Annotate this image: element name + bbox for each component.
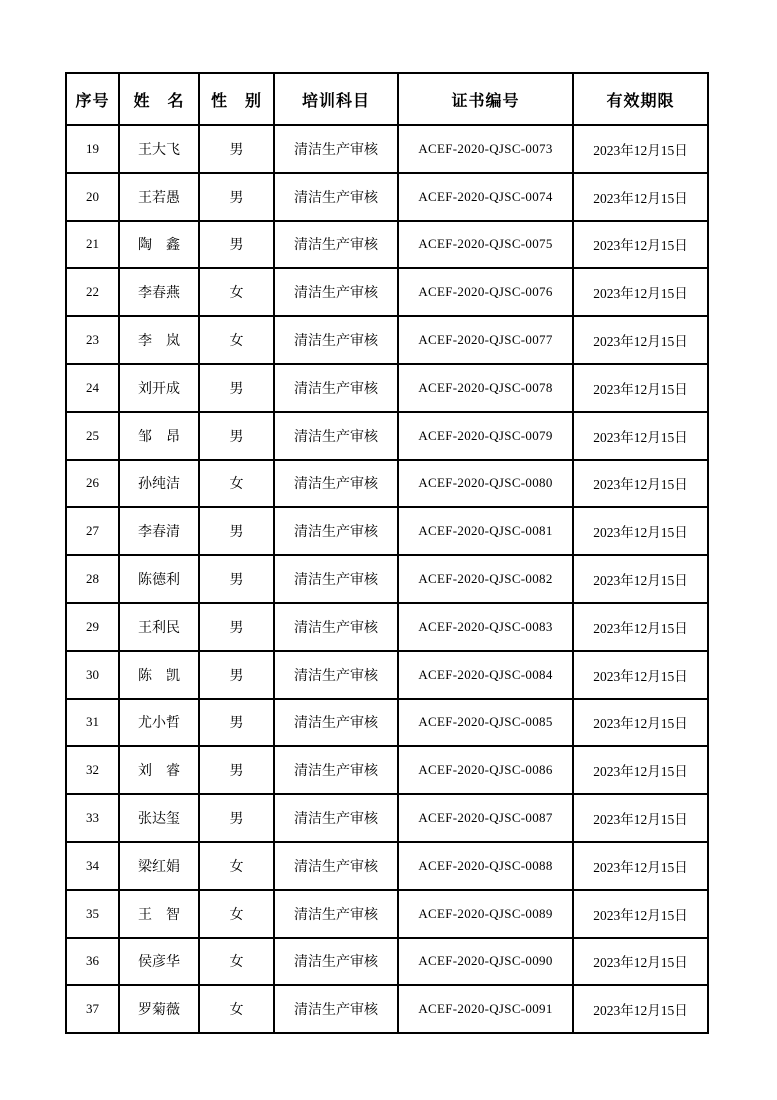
table-row	[66, 460, 708, 508]
cell-name: 陈德利	[119, 555, 199, 603]
cell-subject: 清洁生产审核	[274, 555, 398, 603]
cell-subject: 清洁生产审核	[274, 985, 398, 1033]
cell-name: 孙纯洁	[119, 460, 199, 508]
table-row	[66, 746, 708, 794]
cell-no: 32	[66, 746, 119, 794]
cell-subject: 清洁生产审核	[274, 794, 398, 842]
table-row	[66, 842, 708, 890]
cell-valid: 2023年12月15日	[573, 364, 708, 412]
table-row	[66, 364, 708, 412]
cell-valid: 2023年12月15日	[573, 603, 708, 651]
cell-cert: ACEF-2020-QJSC-0083	[398, 603, 573, 651]
cell-name: 刘 睿	[119, 746, 199, 794]
header-cell-cert: 证书编号	[398, 73, 573, 125]
cell-name: 侯彦华	[119, 938, 199, 986]
header-cell-subject: 培训科目	[274, 73, 398, 125]
cell-name: 刘开成	[119, 364, 199, 412]
cell-name: 陶 鑫	[119, 221, 199, 269]
cell-no: 37	[66, 985, 119, 1033]
cell-cert: ACEF-2020-QJSC-0091	[398, 985, 573, 1033]
cell-name: 罗菊薇	[119, 985, 199, 1033]
cell-cert: ACEF-2020-QJSC-0073	[398, 125, 573, 173]
cell-gender: 男	[199, 364, 274, 412]
cell-no: 19	[66, 125, 119, 173]
cell-gender: 男	[199, 794, 274, 842]
cell-no: 30	[66, 651, 119, 699]
cell-gender: 男	[199, 173, 274, 221]
table-row	[66, 221, 708, 269]
cell-cert: ACEF-2020-QJSC-0087	[398, 794, 573, 842]
cell-subject: 清洁生产审核	[274, 316, 398, 364]
cell-gender: 男	[199, 412, 274, 460]
certificate-table	[65, 72, 709, 1034]
cell-valid: 2023年12月15日	[573, 316, 708, 364]
table-row	[66, 412, 708, 460]
cell-valid: 2023年12月15日	[573, 173, 708, 221]
cell-valid: 2023年12月15日	[573, 842, 708, 890]
cell-subject: 清洁生产审核	[274, 890, 398, 938]
cell-name: 李春清	[119, 507, 199, 555]
table-row	[66, 938, 708, 986]
cell-cert: ACEF-2020-QJSC-0088	[398, 842, 573, 890]
cell-no: 21	[66, 221, 119, 269]
cell-gender: 女	[199, 890, 274, 938]
table-row	[66, 651, 708, 699]
cell-subject: 清洁生产审核	[274, 221, 398, 269]
cell-name: 尤小哲	[119, 699, 199, 747]
cell-gender: 女	[199, 938, 274, 986]
table-row	[66, 890, 708, 938]
table-row	[66, 603, 708, 651]
table-row	[66, 316, 708, 364]
header-cell-gender: 性 别	[199, 73, 274, 125]
cell-cert: ACEF-2020-QJSC-0080	[398, 460, 573, 508]
cell-subject: 清洁生产审核	[274, 699, 398, 747]
cell-name: 梁红娟	[119, 842, 199, 890]
cell-gender: 男	[199, 603, 274, 651]
table-header-row	[66, 73, 708, 125]
table-row	[66, 985, 708, 1033]
cell-valid: 2023年12月15日	[573, 985, 708, 1033]
cell-name: 王 智	[119, 890, 199, 938]
cell-cert: ACEF-2020-QJSC-0076	[398, 268, 573, 316]
cell-valid: 2023年12月15日	[573, 125, 708, 173]
cell-cert: ACEF-2020-QJSC-0086	[398, 746, 573, 794]
cell-gender: 男	[199, 555, 274, 603]
cell-name: 张达玺	[119, 794, 199, 842]
cell-no: 22	[66, 268, 119, 316]
cell-subject: 清洁生产审核	[274, 651, 398, 699]
cell-no: 27	[66, 507, 119, 555]
table-row	[66, 125, 708, 173]
cell-cert: ACEF-2020-QJSC-0090	[398, 938, 573, 986]
cell-gender: 女	[199, 268, 274, 316]
cell-cert: ACEF-2020-QJSC-0089	[398, 890, 573, 938]
cell-subject: 清洁生产审核	[274, 746, 398, 794]
cell-valid: 2023年12月15日	[573, 794, 708, 842]
cell-subject: 清洁生产审核	[274, 125, 398, 173]
cell-valid: 2023年12月15日	[573, 507, 708, 555]
table-row	[66, 507, 708, 555]
header-cell-no: 序号	[66, 73, 119, 125]
header-cell-name: 姓 名	[119, 73, 199, 125]
cell-subject: 清洁生产审核	[274, 460, 398, 508]
cell-gender: 女	[199, 985, 274, 1033]
cell-no: 25	[66, 412, 119, 460]
cell-valid: 2023年12月15日	[573, 651, 708, 699]
cell-gender: 女	[199, 842, 274, 890]
cell-name: 王大飞	[119, 125, 199, 173]
cell-cert: ACEF-2020-QJSC-0085	[398, 699, 573, 747]
table-body	[66, 125, 708, 1033]
cell-subject: 清洁生产审核	[274, 173, 398, 221]
cell-cert: ACEF-2020-QJSC-0075	[398, 221, 573, 269]
cell-valid: 2023年12月15日	[573, 746, 708, 794]
cell-name: 邹 昂	[119, 412, 199, 460]
cell-gender: 女	[199, 460, 274, 508]
cell-no: 23	[66, 316, 119, 364]
cell-subject: 清洁生产审核	[274, 842, 398, 890]
header-cell-valid: 有效期限	[573, 73, 708, 125]
cell-no: 26	[66, 460, 119, 508]
cell-valid: 2023年12月15日	[573, 938, 708, 986]
cell-name: 李 岚	[119, 316, 199, 364]
cell-subject: 清洁生产审核	[274, 938, 398, 986]
cell-cert: ACEF-2020-QJSC-0078	[398, 364, 573, 412]
cell-subject: 清洁生产审核	[274, 364, 398, 412]
cell-subject: 清洁生产审核	[274, 603, 398, 651]
cell-valid: 2023年12月15日	[573, 412, 708, 460]
cell-gender: 男	[199, 651, 274, 699]
cell-no: 31	[66, 699, 119, 747]
cell-no: 33	[66, 794, 119, 842]
cell-cert: ACEF-2020-QJSC-0079	[398, 412, 573, 460]
table-row	[66, 173, 708, 221]
cell-gender: 男	[199, 221, 274, 269]
table-row	[66, 555, 708, 603]
cell-subject: 清洁生产审核	[274, 268, 398, 316]
table-row	[66, 699, 708, 747]
cell-valid: 2023年12月15日	[573, 890, 708, 938]
cell-no: 36	[66, 938, 119, 986]
cell-name: 王利民	[119, 603, 199, 651]
cell-valid: 2023年12月15日	[573, 268, 708, 316]
cell-subject: 清洁生产审核	[274, 412, 398, 460]
cell-gender: 男	[199, 699, 274, 747]
cell-no: 34	[66, 842, 119, 890]
cell-cert: ACEF-2020-QJSC-0074	[398, 173, 573, 221]
cell-no: 29	[66, 603, 119, 651]
cell-cert: ACEF-2020-QJSC-0082	[398, 555, 573, 603]
cell-no: 28	[66, 555, 119, 603]
cell-gender: 男	[199, 125, 274, 173]
cell-cert: ACEF-2020-QJSC-0084	[398, 651, 573, 699]
cell-valid: 2023年12月15日	[573, 555, 708, 603]
cell-no: 35	[66, 890, 119, 938]
cell-valid: 2023年12月15日	[573, 221, 708, 269]
cell-valid: 2023年12月15日	[573, 699, 708, 747]
cell-name: 王若愚	[119, 173, 199, 221]
table-row	[66, 268, 708, 316]
cell-subject: 清洁生产审核	[274, 507, 398, 555]
cell-name: 陈 凯	[119, 651, 199, 699]
cell-name: 李春燕	[119, 268, 199, 316]
table-row	[66, 794, 708, 842]
cell-valid: 2023年12月15日	[573, 460, 708, 508]
cell-cert: ACEF-2020-QJSC-0077	[398, 316, 573, 364]
cell-gender: 男	[199, 507, 274, 555]
cell-gender: 男	[199, 746, 274, 794]
cell-cert: ACEF-2020-QJSC-0081	[398, 507, 573, 555]
cell-no: 24	[66, 364, 119, 412]
cell-no: 20	[66, 173, 119, 221]
cell-gender: 女	[199, 316, 274, 364]
